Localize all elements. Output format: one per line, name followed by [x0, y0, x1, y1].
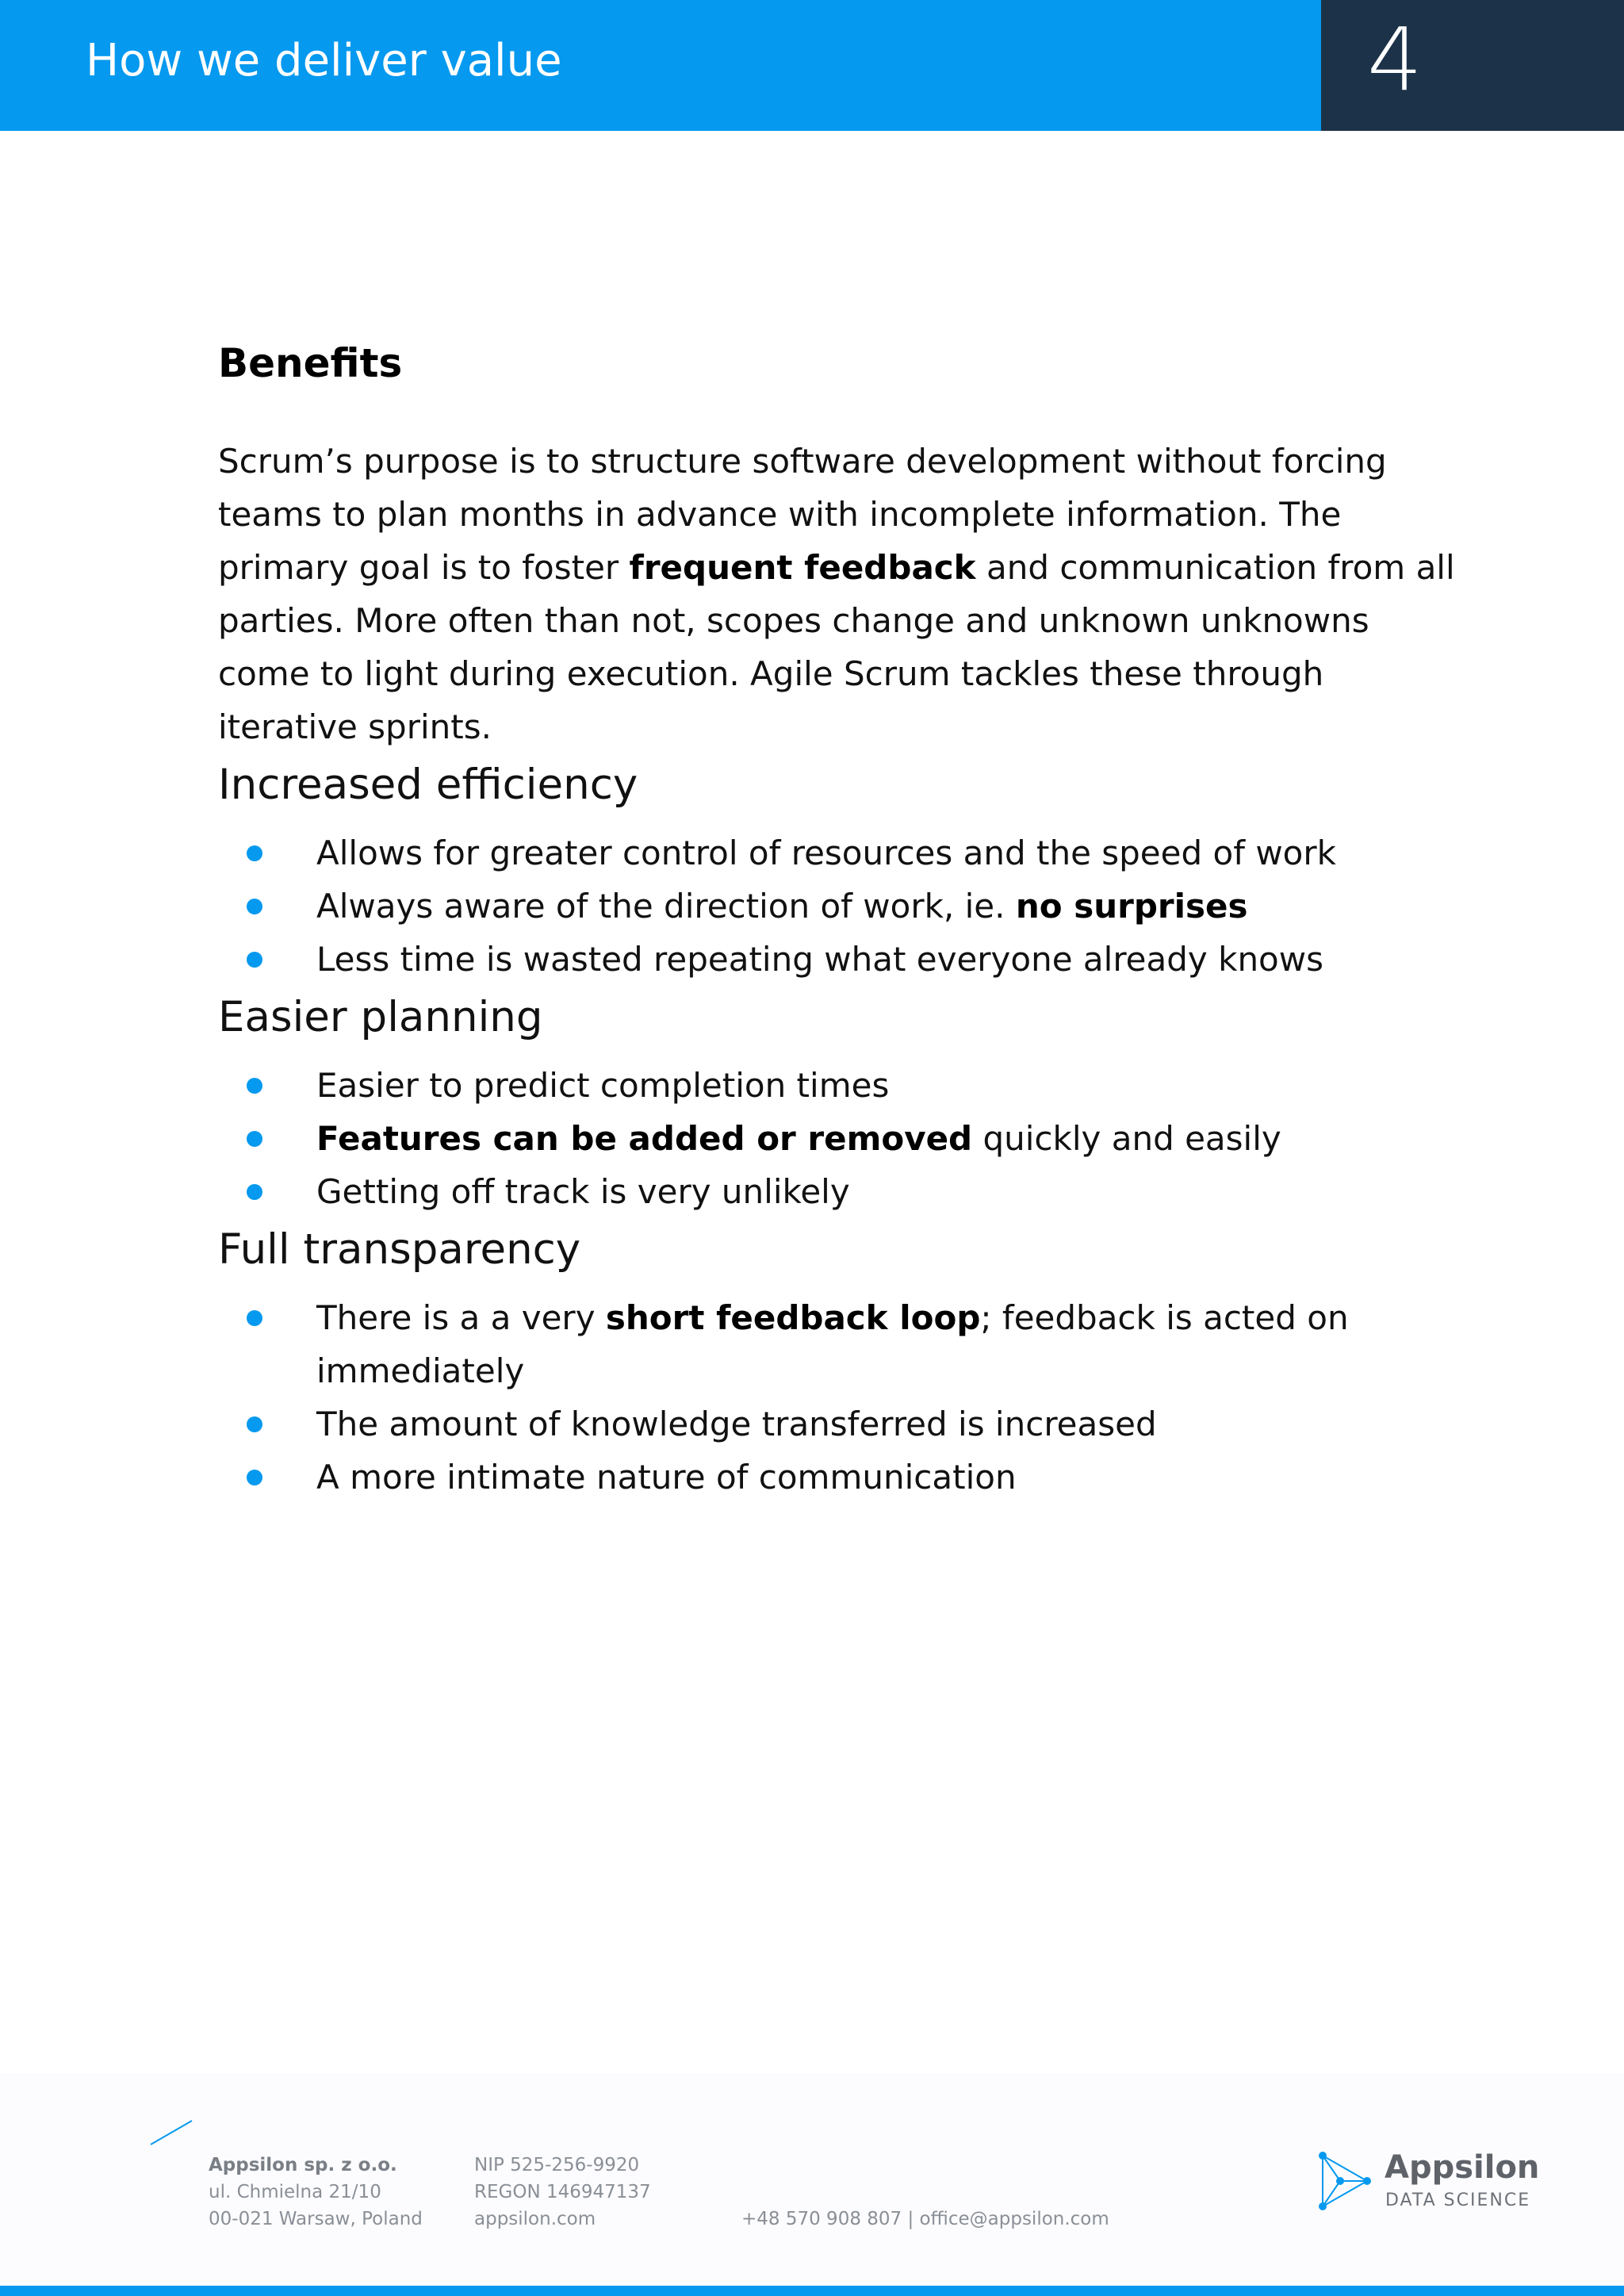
bullet-icon [247, 845, 262, 861]
bullet-icon [247, 899, 262, 914]
section-title-transparency: Full transparency [218, 1225, 581, 1274]
item-text: Easier to predict completion times [316, 1066, 890, 1105]
list-item [218, 1291, 1455, 1397]
item-text: Always aware of the direction of work, ie. [316, 887, 1016, 926]
page-header [0, 0, 1624, 131]
item-text: Less time is wasted repeating what everyone already knows [316, 940, 1323, 979]
efficiency-list [218, 826, 1455, 986]
appsilon-logo-icon [1316, 2151, 1373, 2211]
company-name: Appsilon sp. z o.o. [209, 2155, 397, 2175]
section-title: How we deliver value [86, 35, 562, 86]
intro-bold: frequent feedback [629, 548, 976, 587]
bullet-icon [247, 1416, 262, 1432]
list-item [218, 880, 1455, 933]
item-text: A more intimate nature of communication [316, 1458, 1017, 1497]
item-text: Allows for greater control of resources and the speed of work [316, 834, 1336, 872]
item-bold-text: Features can be added or removed [316, 1119, 973, 1158]
bullet-icon [247, 1470, 262, 1485]
page-number: 4 [1367, 9, 1423, 110]
company-registration [474, 2152, 651, 2233]
bullet-icon [247, 1131, 262, 1147]
intro-text-2: and communication from all parties. More often than not, scopes change and unknown unknowns come to light during execution. Agile Scrum tackles these through iterative sprints. [218, 548, 1455, 746]
company-address [209, 2152, 423, 2233]
contact-info[interactable]: +48 570 908 807 | office@appsilon.com [741, 2209, 1109, 2229]
bullet-icon [247, 1310, 262, 1326]
benefits-heading: Benefits [218, 340, 403, 386]
list-item [218, 1112, 1455, 1165]
transparency-list [218, 1291, 1455, 1504]
main-content [218, 333, 1455, 1504]
bullet-icon [247, 1078, 262, 1094]
nip-number: NIP 525-256-9920 [474, 2155, 640, 2175]
bullet-icon [247, 952, 262, 968]
logo-subtitle: DATA SCIENCE [1385, 2191, 1531, 2210]
accent-line-icon [149, 2119, 193, 2146]
address-line2: 00-021 Warsaw, Poland [209, 2209, 423, 2229]
regon-number: REGON 146947137 [474, 2182, 651, 2202]
item-text: The amount of knowledge transferred is increased [316, 1405, 1157, 1443]
item-bold-text: no surprises [1015, 887, 1248, 926]
intro-paragraph [218, 435, 1455, 753]
page-number-box [1321, 0, 1624, 131]
website-link[interactable]: appsilon.com [474, 2209, 596, 2229]
footer-accent-bar [0, 2286, 1624, 2296]
item-text-after: quickly and easily [972, 1119, 1281, 1158]
item-text: There is a a very [316, 1298, 606, 1337]
item-bold-text: short feedback loop [605, 1298, 981, 1337]
list-item [218, 933, 1455, 986]
intro-text-1: Scrum’s purpose is to structure software development without forcing teams to plan months in advance with incomplete information. The primary goal is to foster [218, 442, 1387, 587]
item-text: Getting off track is very unlikely [316, 1172, 850, 1211]
planning-list [218, 1059, 1455, 1218]
list-item [218, 1451, 1455, 1504]
section-title-planning: Easier planning [218, 993, 543, 1041]
list-item [218, 1059, 1455, 1112]
logo-name: Appsilon [1385, 2149, 1540, 2186]
list-item [218, 1397, 1455, 1451]
list-item [218, 1165, 1455, 1218]
list-item [218, 826, 1455, 880]
item-text-after: ; feedback is acted on immediately [316, 1298, 1349, 1390]
address-line1: ul. Chmielna 21/10 [209, 2182, 381, 2202]
bullet-icon [247, 1184, 262, 1200]
section-title-efficiency: Increased efficiency [218, 761, 638, 809]
